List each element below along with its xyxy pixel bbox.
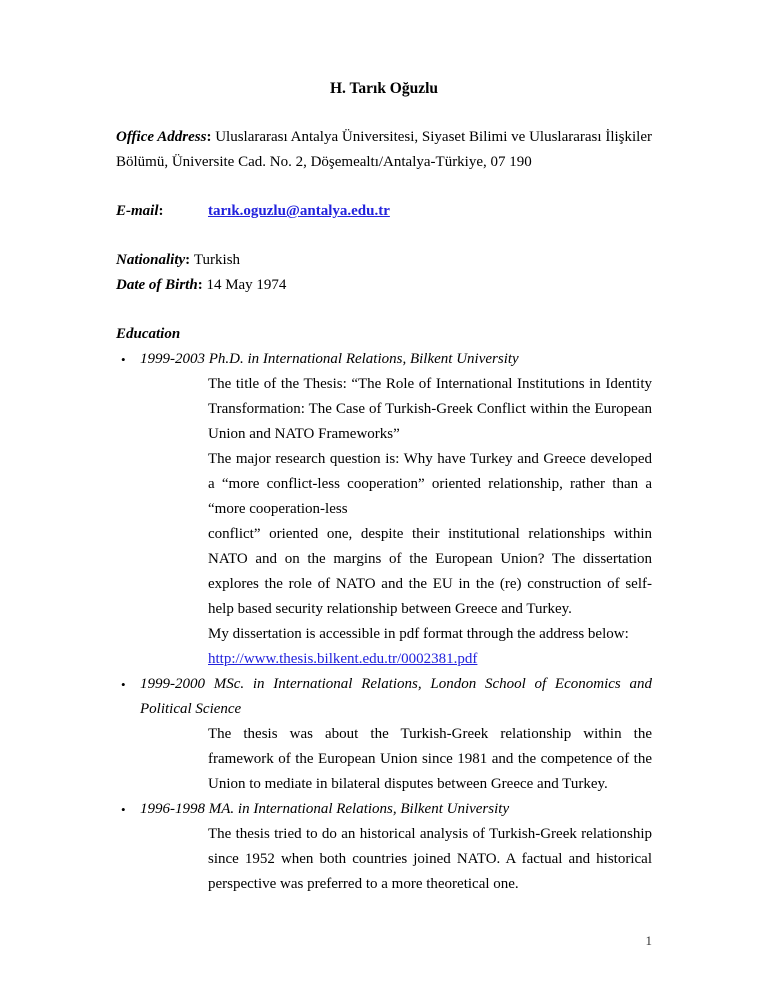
office-address-label: Office Address bbox=[116, 129, 207, 145]
email-label: E-mail bbox=[116, 203, 159, 219]
ma-thesis-paragraph: The thesis tried to do an historical analysis of Turkish-Greek relationship since 1952 when both countries joined NATO. A factual and historical perspective was preferred to a more theoretical one. bbox=[208, 826, 652, 892]
msc-thesis-paragraph: The thesis was about the Turkish-Greek relationship within the framework of the European Union since 1981 and the competence of the Union to mediate in bilateral disputes between Greece and Turkey. bbox=[208, 726, 652, 792]
education-item-msc bbox=[116, 672, 652, 722]
date-of-birth-label: Date of Birth bbox=[116, 277, 198, 293]
education-item-ma bbox=[116, 797, 652, 822]
thesis-title-paragraph: The title of the Thesis: “The Role of International Institutions in Identity Transformation: The Case of Turkish-Greek Conflict within the European Union and NATO Frameworks” bbox=[208, 376, 652, 442]
bullet-icon: • bbox=[121, 352, 126, 367]
dissertation-pdf-link[interactable]: http://www.thesis.bilkent.edu.tr/0002381.pdf bbox=[208, 651, 478, 667]
dissertation-access-paragraph: My dissertation is accessible in pdf format through the address below: bbox=[208, 626, 629, 642]
research-question-continued-paragraph: conflict” oriented one, despite their institutional relationships within NATO and on the margins of the European Union? The dissertation explores the role of NATO and the EU in the (re) construction of self-help based security relationship between Greece and Turkey. bbox=[208, 526, 652, 617]
page-number: 1 bbox=[645, 933, 652, 948]
nationality-colon: : bbox=[185, 252, 194, 268]
bullet-icon: • bbox=[121, 677, 126, 692]
nationality-value: Turkish bbox=[193, 252, 241, 268]
bullet-icon: • bbox=[121, 802, 126, 817]
education-item-degree: 1996-1998 MA. in International Relations, Bilkent University bbox=[140, 801, 510, 817]
email-label-wrap bbox=[116, 199, 208, 224]
nationality-label: Nationality bbox=[116, 252, 186, 268]
page-title: H. Tarık Oğuzlu bbox=[329, 80, 439, 97]
date-of-birth-colon: : bbox=[197, 277, 207, 293]
nationality-line bbox=[116, 248, 652, 273]
office-address-line bbox=[116, 125, 652, 175]
education-item-degree: 1999-2000 MSc. in International Relations, London School of Economics and Political Science bbox=[140, 676, 652, 717]
date-of-birth-value: 14 May 1974 bbox=[206, 277, 287, 293]
dissertation-link-line bbox=[208, 647, 652, 672]
research-question-paragraph: The major research question is: Why have Turkey and Greece developed a “more conflict-less cooperation” oriented relationship, rather than a “more cooperation-less bbox=[208, 451, 652, 517]
office-address-value: Uluslararası Antalya Üniversitesi, Siyaset Bilimi ve Uluslararası İlişkiler Bölümü, Üniversite Cad. No. 2, Döşemealtı/Antalya-Türkiye, 07 190 bbox=[116, 129, 653, 170]
email-colon: : bbox=[158, 203, 164, 219]
education-heading: Education bbox=[116, 326, 181, 342]
email-line bbox=[116, 199, 652, 224]
office-address-colon: : bbox=[206, 129, 216, 145]
email-link[interactable]: tarık.oguzlu@antalya.edu.tr bbox=[208, 203, 390, 219]
date-of-birth-line bbox=[116, 273, 652, 298]
education-item-degree: 1999-2003 Ph.D. in International Relations, Bilkent University bbox=[140, 351, 519, 367]
education-item-phd bbox=[116, 347, 652, 372]
